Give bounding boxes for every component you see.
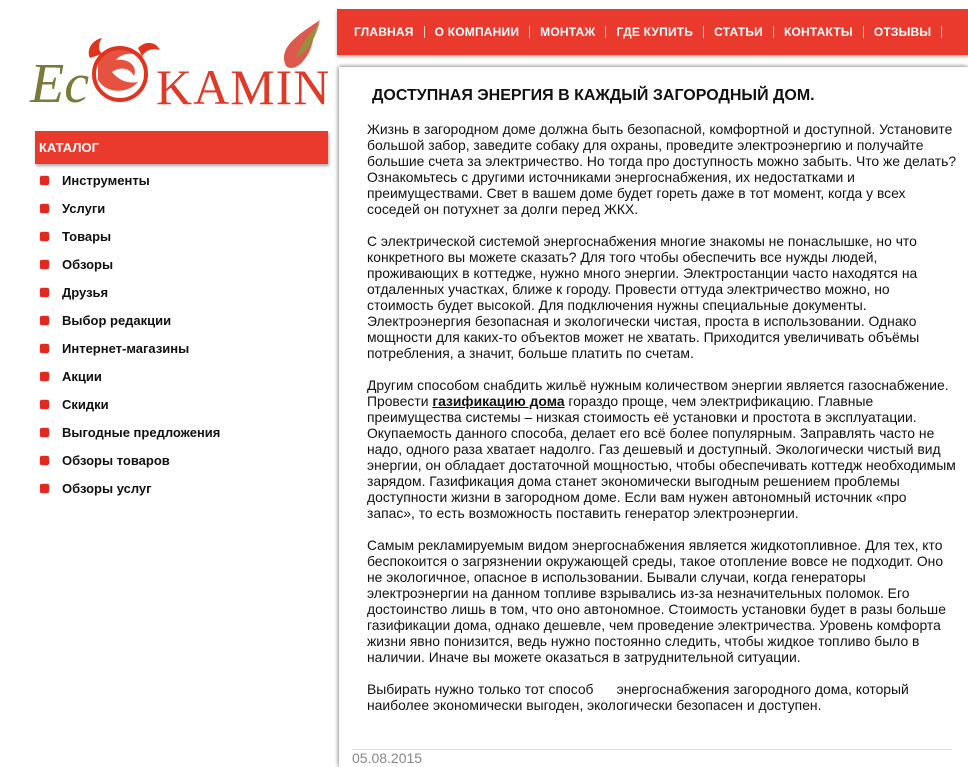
article-paragraph bbox=[367, 377, 957, 521]
catalog-item-label[interactable]: Интернет-магазины bbox=[62, 340, 190, 356]
divider bbox=[352, 749, 952, 750]
nav-item-contacts[interactable]: КОНТАКТЫ bbox=[774, 26, 864, 38]
catalog-item-reviews[interactable] bbox=[38, 250, 220, 278]
bullet-icon bbox=[40, 484, 49, 493]
catalog-item-editors-choice[interactable] bbox=[38, 306, 220, 334]
logo-text-left: Ec bbox=[30, 53, 90, 114]
catalog-item-services[interactable] bbox=[38, 194, 220, 222]
catalog-item-label[interactable]: Акции bbox=[62, 368, 102, 384]
ecokamin-logo-graphic bbox=[28, 14, 328, 114]
paragraph-text: гораздо проще, чем электрификацию. Главные преимущества системы – низкая стоимость её установки и простота в эксплуатации. Окупаемость данного способа, делает его всё более популярным. Заправлять часто не надо, одного раза хватает надолго. Газ дешевый и доступный. Экологически чистый вид энергии, он обладает достаточной мощностью, чтобы обеспечивать коттедж необходимым зарядом. Газификация дома станет экономически выгодным решением проблемы доступности жизни в загородном доме. Если вам нужен автономный источник «про запас», то есть возможность поставить генератор электроэнергии. bbox=[367, 393, 956, 521]
catalog-item-label[interactable]: Товары bbox=[62, 228, 112, 244]
nav-item-reviews[interactable]: ОТЗЫВЫ bbox=[864, 26, 943, 38]
article-panel bbox=[339, 67, 968, 767]
catalog-item-label[interactable]: Скидки bbox=[62, 396, 109, 412]
nav-item-about[interactable]: О КОМПАНИИ bbox=[425, 26, 531, 38]
nav-item-installation[interactable]: МОНТАЖ bbox=[530, 26, 606, 38]
bullet-icon bbox=[40, 344, 49, 353]
bullet-icon bbox=[40, 232, 49, 241]
bullet-icon bbox=[40, 204, 49, 213]
bullet-icon bbox=[40, 372, 49, 381]
article-date: 05.08.2015 bbox=[352, 750, 423, 766]
catalog-item-label[interactable]: Выгодные предложения bbox=[62, 424, 221, 440]
bullet-icon bbox=[40, 400, 49, 409]
article-title: ДОСТУПНАЯ ЭНЕРГИЯ В КАЖДЫЙ ЗАГОРОДНЫЙ ДОМ. bbox=[372, 87, 815, 104]
article-paragraph: С электрической системой энергоснабжения многие знакомы не понаслышке, но что конкретного вы можете сказать? Для того чтобы обеспечить все нужды людей, проживающих в коттедже, нужно много энергии. Электростанции часто находятся на отдаленных участках, ближе к городу. Провести оттуда электричество можно, но стоимость будет высокой. Для подключения нужны специальные документы. Электроэнергия безопасная и экологически чистая, проста в использовании. Однако мощности для каких-то объектов может не хватать. Приходится увеличивать объёмы потребления, а значит, больше платить по счетам. bbox=[367, 233, 920, 361]
bullet-icon bbox=[40, 288, 49, 297]
catalog-item-label[interactable]: Обзоры услуг bbox=[62, 480, 152, 496]
catalog-item-label[interactable]: Друзья bbox=[62, 284, 109, 300]
article-paragraph: Жизнь в загородном доме должна быть безопасной, комфортной и доступной. Установите большой забор, заведите собаку для охраны, проведите электроэнергию и получайте большие счета за электричество. Но тогда про доступность можно забыть. Что же делать? Ознакомьтесь с другими источниками энергоснабжения, их недостатками и преимуществами. Свет в вашем доме будет гореть даже в тот момент, когда у всех соседей он потухнет за долги перед ЖКХ. bbox=[367, 121, 957, 217]
bullet-icon bbox=[40, 456, 49, 465]
catalog-item-tools[interactable] bbox=[38, 166, 220, 194]
bullet-icon bbox=[40, 316, 49, 325]
paragraph-text: Другим способом снабдить жильё нужным количеством энергии является газоснабжение. Провести bbox=[367, 377, 949, 409]
nav-item-articles[interactable]: СТАТЬИ bbox=[704, 26, 774, 38]
nav-item-home[interactable]: ГЛАВНАЯ bbox=[344, 26, 425, 38]
catalog-item-friends[interactable] bbox=[38, 278, 220, 306]
gasification-link[interactable]: газификацию дома bbox=[432, 393, 565, 409]
main-nav bbox=[337, 9, 968, 55]
catalog-item-label[interactable]: Обзоры bbox=[62, 256, 114, 272]
logo-text-right: KAMIN bbox=[156, 59, 328, 114]
site-logo[interactable] bbox=[28, 14, 328, 114]
bullet-icon bbox=[40, 260, 49, 269]
nav-item-where-to-buy[interactable]: ГДЕ КУПИТЬ bbox=[606, 26, 704, 38]
catalog-item-label[interactable]: Обзоры товаров bbox=[62, 452, 170, 468]
catalog-item-promotions[interactable] bbox=[38, 362, 220, 390]
catalog-item-discounts[interactable] bbox=[38, 390, 220, 418]
catalog-item-product-reviews[interactable] bbox=[38, 446, 220, 474]
catalog-item-label[interactable]: Услуги bbox=[62, 200, 106, 216]
catalog-item-goods[interactable] bbox=[38, 222, 220, 250]
bullet-icon bbox=[40, 176, 49, 185]
article-paragraph: Самым рекламируемым видом энергоснабжения является жидкотопливное. Для тех, кто беспокоится о загрязнении окружающей среды, такое отопление вовсе не подходит. Оно не экологичное, опасное в использовании. Бывали случаи, когда генераторы электроэнергии на данном топливе взрывались из-за незначительных поломок. Его достоинство лишь в том, что оно автономное. Стоимость установки будет в разы больше газификации дома, однако дешевле, чем проведение электричества. Уровень комфорта жизни явно понизится, ведь нужно постоянно следить, чтобы жидкое топливо было в наличии. Иначе вы можете оказаться в затруднительной ситуации. bbox=[367, 537, 946, 665]
catalog-item-label[interactable]: Инструменты bbox=[62, 172, 150, 188]
catalog-item-service-reviews[interactable] bbox=[38, 474, 220, 502]
catalog-list bbox=[38, 166, 220, 502]
catalog-item-best-offers[interactable] bbox=[38, 418, 220, 446]
article-body bbox=[367, 121, 957, 729]
bullet-icon bbox=[40, 428, 49, 437]
catalog-item-label[interactable]: Выбор редакции bbox=[62, 312, 172, 328]
catalog-header: КАТАЛОГ bbox=[35, 131, 328, 164]
catalog-item-online-stores[interactable] bbox=[38, 334, 220, 362]
article-paragraph: Выбирать нужно только тот способ энергоснабжения загородного дома, который наиболее экономически выгоден, экологически безопасен и доступен. bbox=[367, 681, 913, 713]
